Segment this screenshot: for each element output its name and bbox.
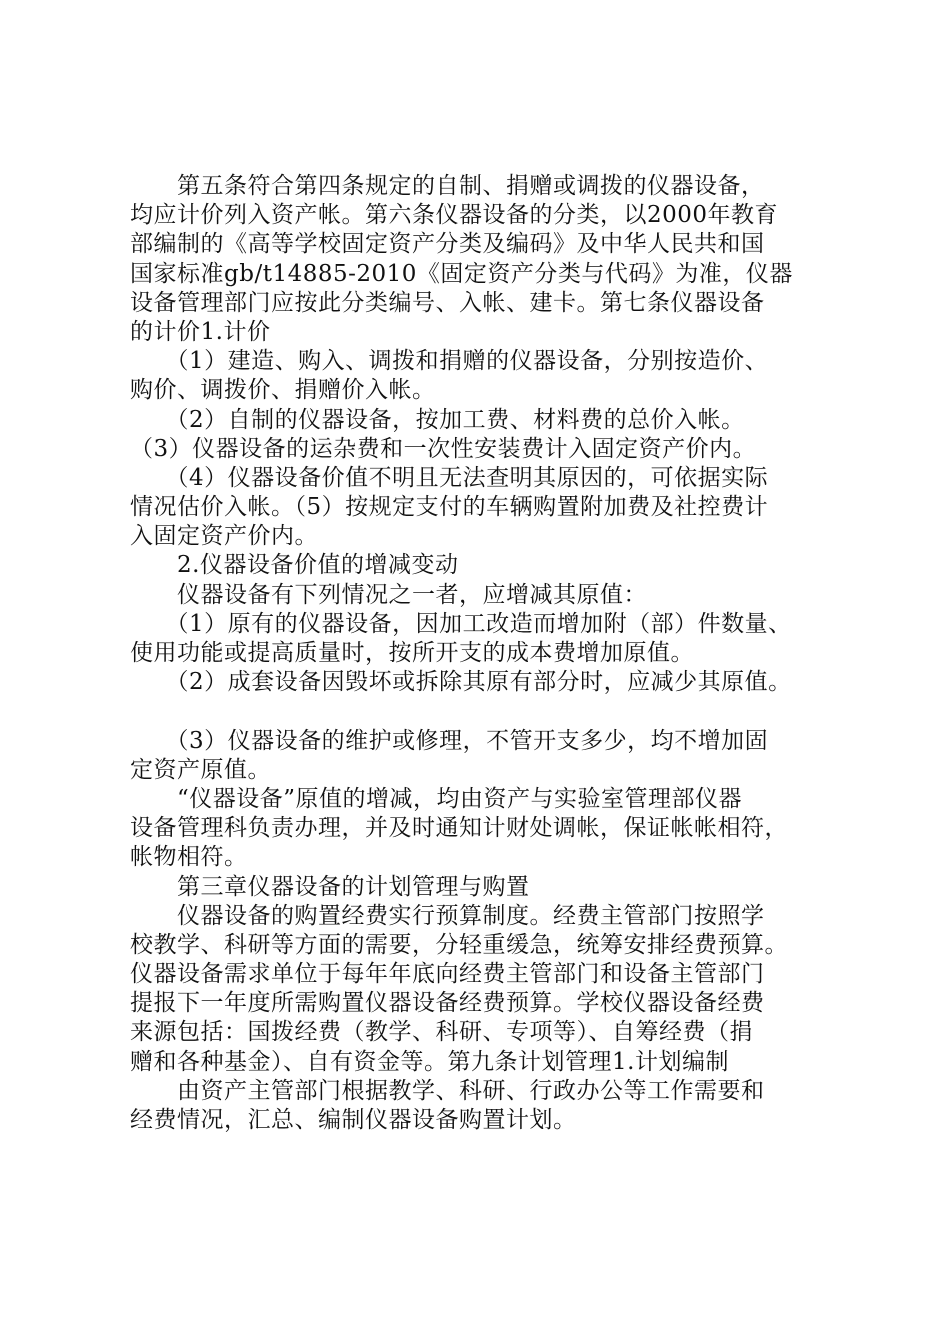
- text-line: 的计价1.计价: [130, 318, 271, 345]
- text-line: 设备管理部门应按此分类编号、入帐、建卡。第七条仪器设备: [130, 289, 765, 316]
- text-line: 经费情况，汇总、编制仪器设备购置计划。: [130, 1107, 577, 1133]
- text-line: 由资产主管部门根据教学、科研、行政办公等工作需要和: [130, 1077, 765, 1104]
- text-line: 部编制的《高等学校固定资产分类及编码》及中华人民共和国: [130, 231, 765, 258]
- text-line: 国家标准gb/t14885-2010《固定资产分类与代码》为准，仪器: [130, 260, 793, 287]
- text-line: 均应计价列入资产帐。第六条仪器设备的分类，以2000年教育: [130, 202, 779, 229]
- text-line: 来源包括：国拨经费（教学、科研、专项等）、自筹经费（捐: [130, 1019, 753, 1046]
- text-line: 第三章仪器设备的计划管理与购置: [130, 873, 530, 900]
- text-line: （3）仪器设备的维护或修理，不管开支多少，均不增加固: [130, 727, 769, 754]
- text-line: 赠和各种基金）、自有资金等。第九条计划管理1.计划编制: [130, 1048, 729, 1075]
- text-line: 仪器设备有下列情况之一者，应增减其原值：: [130, 581, 647, 608]
- text-line: （1）原有的仪器设备，因加工改造而增加附（部）件数量、: [130, 610, 792, 637]
- text-line: 情况估价入帐。（5）按规定支付的车辆购置附加费及社控费计: [130, 494, 769, 521]
- text-line: 帐物相符。: [130, 844, 248, 871]
- document-body: [130, 172, 830, 1135]
- text-line: （2）自制的仪器设备，按加工费、材料费的总价入帐。: [130, 406, 745, 433]
- text-line: （4）仪器设备价值不明且无法查明其原因的，可依据实际: [130, 464, 769, 491]
- text-line: 定资产原值。: [130, 756, 271, 783]
- text-line: 提报下一年度所需购置仪器设备经费预算。学校仪器设备经费: [130, 990, 765, 1017]
- text-line: 设备管理科负责办理，并及时通知计财处调帐，保证帐帐相符，: [130, 815, 788, 842]
- text-line: 校教学、科研等方面的需要，分轻重缓急，统筹安排经费预算。: [130, 931, 788, 958]
- text-line: （3）仪器设备的运杂费和一次性安装费计入固定资产价内。: [130, 435, 757, 462]
- text-line: 购价、调拨价、捐赠价入帐。: [130, 377, 436, 404]
- text-line: 仪器设备的购置经费实行预算制度。经费主管部门按照学: [130, 902, 765, 929]
- blank-line: [130, 697, 830, 726]
- text-line: 入固定资产价内。: [130, 523, 318, 550]
- text-line: 第五条符合第四条规定的自制、捐赠或调拨的仪器设备，: [130, 173, 765, 199]
- text-line: 使用功能或提高质量时，按所开支的成本费增加原值。: [130, 640, 694, 666]
- text-line: （1）建造、购入、调拨和捐赠的仪器设备，分别按造价、: [130, 348, 769, 375]
- text-line: 仪器设备需求单位于每年年底向经费主管部门和设备主管部门: [130, 961, 765, 988]
- text-line: （2）成套设备因毁坏或拆除其原有部分时，应减少其原值。: [130, 669, 792, 696]
- text-line: 2.仪器设备价值的增减变动: [130, 552, 459, 579]
- text-line: “仪器设备”原值的增减，均由资产与实验室管理部仪器: [130, 785, 743, 812]
